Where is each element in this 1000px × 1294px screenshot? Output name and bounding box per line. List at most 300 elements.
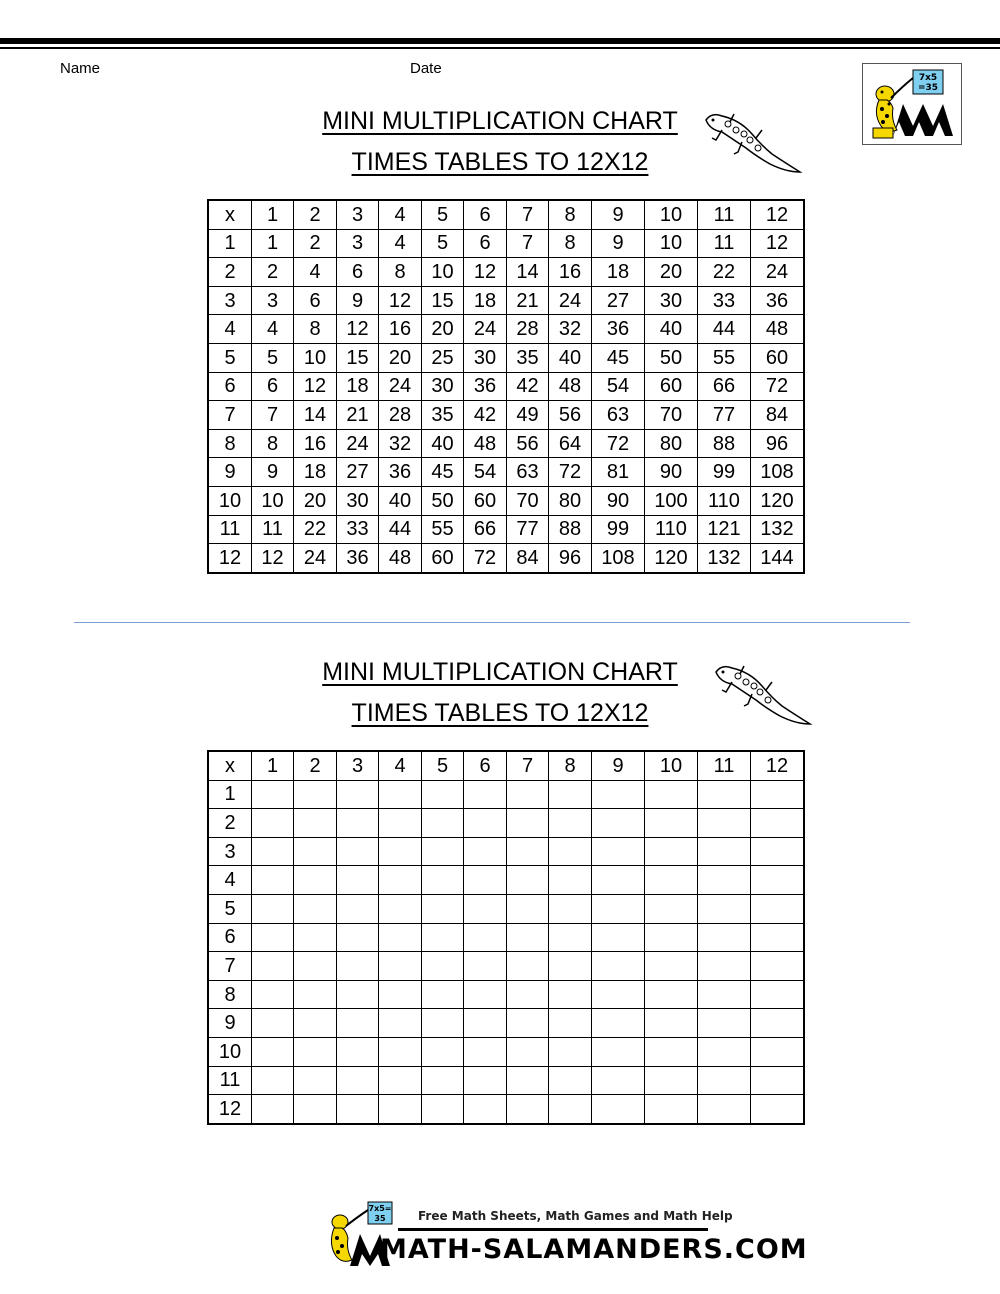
answer-cell bbox=[464, 894, 507, 923]
answer-cell bbox=[645, 1009, 698, 1038]
answer-cell bbox=[507, 780, 549, 809]
answer-cell bbox=[464, 1037, 507, 1066]
table-header-cell: 11 bbox=[208, 515, 252, 544]
salamander-icon bbox=[710, 660, 815, 732]
answer-cell bbox=[252, 780, 294, 809]
table-cell: 132 bbox=[751, 515, 805, 544]
answer-cell bbox=[698, 837, 751, 866]
answer-cell bbox=[645, 952, 698, 981]
table-cell: 36 bbox=[751, 286, 805, 315]
answer-cell bbox=[698, 1066, 751, 1095]
table-cell: 96 bbox=[751, 429, 805, 458]
table-header-cell: 12 bbox=[208, 544, 252, 573]
answer-cell bbox=[464, 1095, 507, 1124]
table-cell: 33 bbox=[337, 515, 379, 544]
table-header-cell: 2 bbox=[208, 258, 252, 287]
answer-cell bbox=[464, 952, 507, 981]
table-cell: 110 bbox=[645, 515, 698, 544]
table-cell: 18 bbox=[337, 372, 379, 401]
answer-cell bbox=[592, 809, 645, 838]
table-header-cell: 4 bbox=[208, 866, 252, 895]
table-header-cell: 6 bbox=[464, 200, 507, 229]
table-cell: 40 bbox=[645, 315, 698, 344]
table-cell: 5 bbox=[422, 229, 464, 258]
table-cell: 44 bbox=[698, 315, 751, 344]
answer-cell bbox=[422, 1009, 464, 1038]
table-cell: 36 bbox=[337, 544, 379, 573]
answer-cell bbox=[549, 866, 592, 895]
table-header-cell: 5 bbox=[422, 200, 464, 229]
table-row bbox=[208, 837, 804, 866]
table-row bbox=[208, 315, 804, 344]
table-cell: 11 bbox=[698, 229, 751, 258]
chart2-title-line2: TIMES TABLES TO 12X12 bbox=[351, 699, 649, 727]
answer-cell bbox=[751, 866, 805, 895]
table-row bbox=[208, 1095, 804, 1124]
table-cell: 28 bbox=[379, 401, 422, 430]
table-row bbox=[208, 515, 804, 544]
answer-cell bbox=[379, 1009, 422, 1038]
answer-cell bbox=[337, 952, 379, 981]
answer-cell bbox=[252, 980, 294, 1009]
answer-cell bbox=[379, 1037, 422, 1066]
table-cell: 14 bbox=[294, 401, 337, 430]
table-cell: 11 bbox=[252, 515, 294, 544]
answer-cell bbox=[379, 780, 422, 809]
footer-board-line1: 7x5= bbox=[368, 1204, 392, 1213]
table-header-cell: 3 bbox=[208, 286, 252, 315]
table-cell: 4 bbox=[252, 315, 294, 344]
answer-cell bbox=[592, 866, 645, 895]
table-header-cell: 9 bbox=[592, 200, 645, 229]
table-row bbox=[208, 258, 804, 287]
table-header-cell: 1 bbox=[208, 780, 252, 809]
answer-cell bbox=[507, 1009, 549, 1038]
table-cell: 56 bbox=[549, 401, 592, 430]
table-cell: 8 bbox=[294, 315, 337, 344]
table-header-cell: 5 bbox=[208, 343, 252, 372]
answer-cell bbox=[464, 809, 507, 838]
table-cell: 90 bbox=[592, 486, 645, 515]
table-cell: 60 bbox=[422, 544, 464, 573]
answer-cell bbox=[751, 780, 805, 809]
table-header-cell: 7 bbox=[507, 751, 549, 780]
table-cell: 35 bbox=[422, 401, 464, 430]
answer-cell bbox=[422, 837, 464, 866]
table-cell: 100 bbox=[645, 486, 698, 515]
answer-cell bbox=[337, 866, 379, 895]
table-cell: 32 bbox=[549, 315, 592, 344]
table-header-cell: 7 bbox=[208, 401, 252, 430]
table-header-cell: 10 bbox=[208, 1037, 252, 1066]
answer-cell bbox=[422, 894, 464, 923]
table-cell: 16 bbox=[379, 315, 422, 344]
table-cell: 15 bbox=[422, 286, 464, 315]
answer-cell bbox=[698, 923, 751, 952]
answer-cell bbox=[507, 923, 549, 952]
logo-board-line1: 7x5 bbox=[918, 73, 938, 83]
table-cell: 14 bbox=[507, 258, 549, 287]
answer-cell bbox=[592, 1095, 645, 1124]
answer-cell bbox=[252, 866, 294, 895]
table-cell: 8 bbox=[252, 429, 294, 458]
table-cell: 110 bbox=[698, 486, 751, 515]
answer-cell bbox=[507, 837, 549, 866]
table-cell: 24 bbox=[464, 315, 507, 344]
answer-cell bbox=[549, 894, 592, 923]
table-header-cell: 12 bbox=[751, 200, 805, 229]
table-cell: 12 bbox=[252, 544, 294, 573]
table-header-cell: 2 bbox=[208, 809, 252, 838]
table-cell: 66 bbox=[464, 515, 507, 544]
answer-cell bbox=[507, 952, 549, 981]
table-header-cell: 12 bbox=[208, 1095, 252, 1124]
answer-cell bbox=[751, 1037, 805, 1066]
table-row bbox=[208, 1037, 804, 1066]
table-row bbox=[208, 866, 804, 895]
answer-cell bbox=[549, 1009, 592, 1038]
table-header-cell: 12 bbox=[751, 751, 805, 780]
answer-cell bbox=[464, 780, 507, 809]
answer-cell bbox=[592, 1066, 645, 1095]
table-header-cell: 10 bbox=[645, 200, 698, 229]
table-cell: 64 bbox=[549, 429, 592, 458]
table-row bbox=[208, 229, 804, 258]
table-header-cell: 4 bbox=[379, 751, 422, 780]
table-cell: 6 bbox=[294, 286, 337, 315]
table-row bbox=[208, 1009, 804, 1038]
table-cell: 24 bbox=[751, 258, 805, 287]
table-row bbox=[208, 544, 804, 573]
answer-cell bbox=[507, 894, 549, 923]
table-header-cell: 3 bbox=[337, 200, 379, 229]
table-cell: 72 bbox=[592, 429, 645, 458]
answer-cell bbox=[422, 980, 464, 1009]
table-cell: 48 bbox=[549, 372, 592, 401]
table-cell: 42 bbox=[464, 401, 507, 430]
answer-cell bbox=[698, 894, 751, 923]
table-header-cell: 4 bbox=[208, 315, 252, 344]
answer-cell bbox=[698, 1037, 751, 1066]
answer-cell bbox=[549, 809, 592, 838]
table-cell: 55 bbox=[422, 515, 464, 544]
table-cell: 18 bbox=[294, 458, 337, 487]
answer-cell bbox=[294, 1066, 337, 1095]
table-cell: 5 bbox=[252, 343, 294, 372]
answer-cell bbox=[751, 952, 805, 981]
table-cell: 66 bbox=[698, 372, 751, 401]
answer-cell bbox=[645, 1037, 698, 1066]
table-cell: 10 bbox=[645, 229, 698, 258]
table-cell: 20 bbox=[422, 315, 464, 344]
table-cell: 3 bbox=[337, 229, 379, 258]
table-cell: 16 bbox=[294, 429, 337, 458]
answer-cell bbox=[379, 866, 422, 895]
answer-cell bbox=[422, 1066, 464, 1095]
answer-cell bbox=[464, 1066, 507, 1095]
table-cell: 30 bbox=[337, 486, 379, 515]
table-cell: 36 bbox=[592, 315, 645, 344]
table-header-cell: 7 bbox=[208, 952, 252, 981]
answer-cell bbox=[592, 1009, 645, 1038]
table-row bbox=[208, 286, 804, 315]
table-cell: 2 bbox=[252, 258, 294, 287]
answer-cell bbox=[645, 1066, 698, 1095]
answer-cell bbox=[507, 1037, 549, 1066]
answer-cell bbox=[751, 837, 805, 866]
table-cell: 96 bbox=[549, 544, 592, 573]
table-header-cell: 8 bbox=[549, 200, 592, 229]
footer-rule bbox=[398, 1228, 708, 1231]
table-header-cell: 11 bbox=[208, 1066, 252, 1095]
answer-cell bbox=[592, 1037, 645, 1066]
answer-cell bbox=[379, 1095, 422, 1124]
answer-cell bbox=[751, 1009, 805, 1038]
table-row bbox=[208, 894, 804, 923]
table-cell: 9 bbox=[337, 286, 379, 315]
top-rule-thin bbox=[0, 47, 1000, 49]
answer-cell bbox=[698, 866, 751, 895]
date-label: Date bbox=[410, 60, 442, 77]
table-cell: 35 bbox=[507, 343, 549, 372]
table-cell: 63 bbox=[592, 401, 645, 430]
table-cell: 32 bbox=[379, 429, 422, 458]
table-cell: 36 bbox=[464, 372, 507, 401]
table-cell: 15 bbox=[337, 343, 379, 372]
table-cell: 36 bbox=[379, 458, 422, 487]
answer-cell bbox=[464, 923, 507, 952]
table-cell: 21 bbox=[337, 401, 379, 430]
table-cell: 9 bbox=[252, 458, 294, 487]
table-cell: 48 bbox=[464, 429, 507, 458]
table-cell: 120 bbox=[645, 544, 698, 573]
answer-cell bbox=[751, 894, 805, 923]
answer-cell bbox=[549, 1066, 592, 1095]
table-row bbox=[208, 809, 804, 838]
answer-cell bbox=[294, 837, 337, 866]
table-header-cell: 6 bbox=[464, 751, 507, 780]
table-cell: 88 bbox=[698, 429, 751, 458]
answer-cell bbox=[507, 1066, 549, 1095]
answer-cell bbox=[549, 1095, 592, 1124]
chart1-title-line2: TIMES TABLES TO 12X12 bbox=[351, 148, 649, 176]
answer-cell bbox=[379, 837, 422, 866]
answer-cell bbox=[698, 809, 751, 838]
table-header-cell: 2 bbox=[294, 200, 337, 229]
table-cell: 18 bbox=[592, 258, 645, 287]
table-header-cell: 3 bbox=[337, 751, 379, 780]
table-header-cell: 8 bbox=[549, 751, 592, 780]
answer-cell bbox=[337, 894, 379, 923]
table-cell: 80 bbox=[549, 486, 592, 515]
table-cell: 77 bbox=[507, 515, 549, 544]
answer-cell bbox=[294, 866, 337, 895]
answer-cell bbox=[592, 780, 645, 809]
answer-cell bbox=[645, 809, 698, 838]
answer-cell bbox=[464, 866, 507, 895]
table-cell: 99 bbox=[698, 458, 751, 487]
table-header-row bbox=[208, 200, 804, 229]
answer-cell bbox=[252, 1095, 294, 1124]
answer-cell bbox=[379, 894, 422, 923]
answer-cell bbox=[751, 1095, 805, 1124]
table-cell: 7 bbox=[507, 229, 549, 258]
table-cell: 70 bbox=[645, 401, 698, 430]
answer-cell bbox=[252, 952, 294, 981]
answer-cell bbox=[252, 1066, 294, 1095]
table-cell: 108 bbox=[751, 458, 805, 487]
table-cell: 8 bbox=[549, 229, 592, 258]
table-cell: 12 bbox=[294, 372, 337, 401]
table-cell: 16 bbox=[549, 258, 592, 287]
table-cell: 72 bbox=[751, 372, 805, 401]
answer-cell bbox=[507, 809, 549, 838]
top-rule bbox=[0, 38, 1000, 44]
table-cell: 55 bbox=[698, 343, 751, 372]
table-cell: 3 bbox=[252, 286, 294, 315]
answer-cell bbox=[252, 923, 294, 952]
table-cell: 20 bbox=[379, 343, 422, 372]
table-cell: 120 bbox=[751, 486, 805, 515]
answer-cell bbox=[645, 894, 698, 923]
table-cell: 30 bbox=[464, 343, 507, 372]
footer-board-line2: 35 bbox=[374, 1214, 386, 1223]
answer-cell bbox=[379, 1066, 422, 1095]
table-cell: 10 bbox=[252, 486, 294, 515]
table-row bbox=[208, 923, 804, 952]
table-cell: 50 bbox=[422, 486, 464, 515]
answer-cell bbox=[549, 952, 592, 981]
answer-cell bbox=[645, 780, 698, 809]
answer-cell bbox=[698, 1009, 751, 1038]
answer-cell bbox=[337, 809, 379, 838]
answer-cell bbox=[422, 1095, 464, 1124]
table-cell: 22 bbox=[294, 515, 337, 544]
answer-cell bbox=[698, 1095, 751, 1124]
table-cell: 72 bbox=[464, 544, 507, 573]
table-cell: 45 bbox=[422, 458, 464, 487]
answer-cell bbox=[379, 952, 422, 981]
table-cell: 60 bbox=[464, 486, 507, 515]
table-cell: 7 bbox=[252, 401, 294, 430]
table-cell: 21 bbox=[507, 286, 549, 315]
answer-cell bbox=[549, 1037, 592, 1066]
table-cell: 27 bbox=[592, 286, 645, 315]
table-header-cell: 1 bbox=[252, 200, 294, 229]
table-row bbox=[208, 486, 804, 515]
table-cell: 77 bbox=[698, 401, 751, 430]
table-cell: 2 bbox=[294, 229, 337, 258]
table-header-cell: 11 bbox=[698, 751, 751, 780]
answer-cell bbox=[252, 809, 294, 838]
table-cell: 48 bbox=[751, 315, 805, 344]
table-cell: 18 bbox=[464, 286, 507, 315]
chart2-title-line1: MINI MULTIPLICATION CHART bbox=[322, 658, 678, 686]
table-cell: 40 bbox=[379, 486, 422, 515]
table-cell: 84 bbox=[751, 401, 805, 430]
table-header-cell: 10 bbox=[208, 486, 252, 515]
logo-board-line2: =35 bbox=[917, 83, 939, 93]
table-row bbox=[208, 343, 804, 372]
answer-cell bbox=[294, 923, 337, 952]
table-cell: 54 bbox=[464, 458, 507, 487]
answer-cell bbox=[592, 837, 645, 866]
answer-cell bbox=[294, 780, 337, 809]
table-cell: 80 bbox=[645, 429, 698, 458]
answer-cell bbox=[549, 980, 592, 1009]
table-cell: 8 bbox=[379, 258, 422, 287]
table-header-cell: 9 bbox=[208, 1009, 252, 1038]
table-header-row bbox=[208, 751, 804, 780]
table-row bbox=[208, 401, 804, 430]
table-cell: 27 bbox=[337, 458, 379, 487]
table-row bbox=[208, 458, 804, 487]
table-cell: 24 bbox=[294, 544, 337, 573]
answer-cell bbox=[294, 1095, 337, 1124]
table-cell: 42 bbox=[507, 372, 549, 401]
table-cell: 12 bbox=[337, 315, 379, 344]
answer-cell bbox=[379, 980, 422, 1009]
table-cell: 30 bbox=[645, 286, 698, 315]
answer-cell bbox=[645, 837, 698, 866]
table-header-cell: 5 bbox=[208, 894, 252, 923]
table-cell: 25 bbox=[422, 343, 464, 372]
table-cell: 99 bbox=[592, 515, 645, 544]
section-divider bbox=[74, 622, 910, 623]
answer-cell bbox=[337, 780, 379, 809]
answer-cell bbox=[592, 894, 645, 923]
table-cell: 81 bbox=[592, 458, 645, 487]
answer-cell bbox=[645, 866, 698, 895]
answer-cell bbox=[422, 780, 464, 809]
answer-cell bbox=[751, 809, 805, 838]
footer-site-link[interactable]: MATH-SALAMANDERS.COM bbox=[380, 1234, 808, 1265]
table-cell: 121 bbox=[698, 515, 751, 544]
table-cell: 24 bbox=[549, 286, 592, 315]
table-header-cell: 9 bbox=[208, 458, 252, 487]
answer-cell bbox=[252, 894, 294, 923]
table-header-cell: 7 bbox=[507, 200, 549, 229]
table-cell: 70 bbox=[507, 486, 549, 515]
answer-cell bbox=[422, 809, 464, 838]
name-label: Name bbox=[60, 60, 101, 77]
table-header-cell: 4 bbox=[379, 200, 422, 229]
table-cell: 6 bbox=[337, 258, 379, 287]
answer-cell bbox=[549, 923, 592, 952]
table-row bbox=[208, 372, 804, 401]
answer-cell bbox=[464, 1009, 507, 1038]
answer-cell bbox=[422, 1037, 464, 1066]
table-row bbox=[208, 780, 804, 809]
table-header-cell: 5 bbox=[422, 751, 464, 780]
answer-cell bbox=[379, 923, 422, 952]
table-cell: 45 bbox=[592, 343, 645, 372]
answer-cell bbox=[549, 837, 592, 866]
table-cell: 90 bbox=[645, 458, 698, 487]
answer-cell bbox=[645, 1095, 698, 1124]
table-cell: 60 bbox=[645, 372, 698, 401]
table-cell: 48 bbox=[379, 544, 422, 573]
answer-cell bbox=[294, 980, 337, 1009]
answer-cell bbox=[751, 980, 805, 1009]
table-cell: 22 bbox=[698, 258, 751, 287]
multiplication-table-blank bbox=[207, 750, 805, 1125]
answer-cell bbox=[645, 923, 698, 952]
table-row bbox=[208, 429, 804, 458]
table-cell: 1 bbox=[252, 229, 294, 258]
answer-cell bbox=[751, 1066, 805, 1095]
answer-cell bbox=[698, 780, 751, 809]
